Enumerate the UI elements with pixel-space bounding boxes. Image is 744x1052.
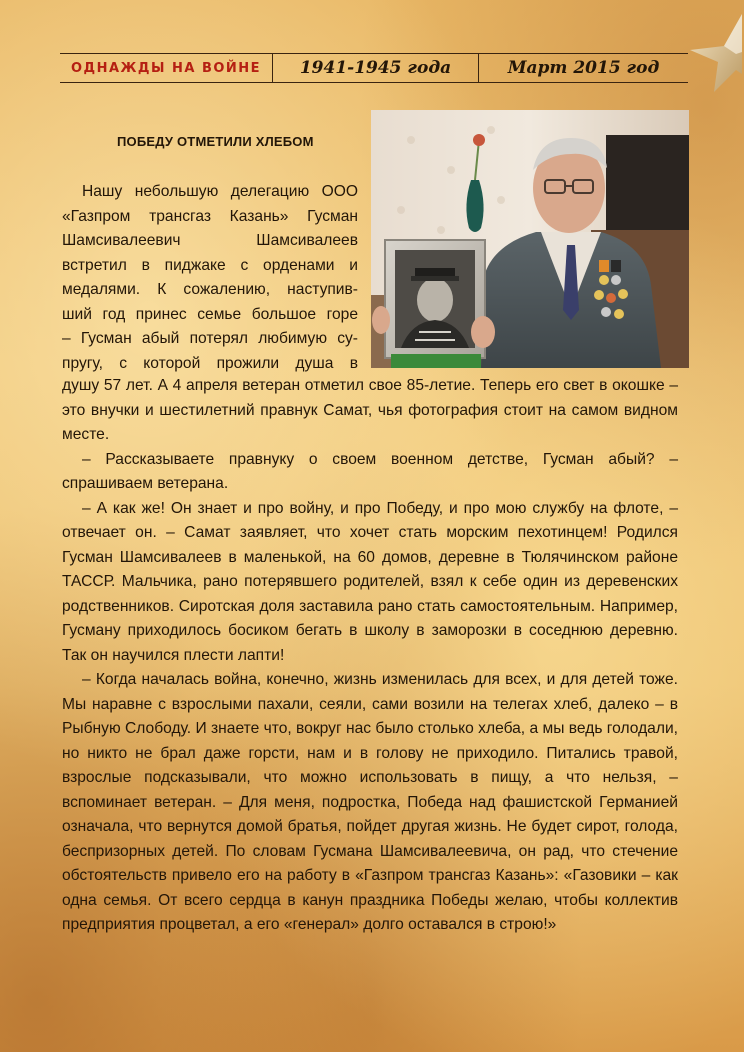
body-paragraph: – Рассказываете правнуку о своем военном детстве, Гусман абый? – спрашиваем ветерана. [62,450,678,492]
section-label: ОДНАЖДЫ НА ВОЙНЕ [60,54,273,82]
body-paragraph: – Когда началась война, конечно, жизнь изменилась для всех, и для детей тоже. Мы наравне с взрослыми пахали, сеяли, сами возили на телегах хлеб, далеко – в Рыбную Слободу. И знаете что, вокруг нас было столько хлеба, а мы ведь голодали, но никто не брал даже горсти, нам и в голову не приходило. Питались травой, взрослые подсказывали, что можно использовать в пищу, а что нельзя, – вспоминает ветеран. – Для меня, подростка, Победа над фашистской Германией означала, что вернутся домой братья, пойдет другая жизнь. Не будет сирот, голода, беспризорных детей. По словам Гусмана Шамсивалеевича, он рад, что стечение обстоятельств привело его на работу в «Газпром трансгаз Казань»: «Газовики – как одна семья. От всего сердца в канун праздника Победы желаю, чтобы коллектив предприятия процветал, а его «генерал» долго оставался в строю!» [62,671,678,933]
article-title: ПОБЕДУ ОТМЕТИЛИ ХЛЕБОМ [117,134,314,149]
lead-line: медалями. К сожалению, наступив- [62,281,358,298]
lead-line: – Гусман абый потерял любимую су- [62,330,358,347]
years-label: 1941-1945 года [273,54,479,82]
lead-line: Шамсивалеевич Шамсивалеев [62,232,358,249]
veteran-photo [371,110,689,368]
article-body [62,374,678,938]
lead-line: Нашу небольшую делегацию ООО [82,183,358,200]
lead-line: «Газпром трансгаз Казань» Гусман [62,207,358,225]
lead-continuation: душу 57 лет. А 4 апреля ветеран отметил свое 85-летие. Теперь его свет в окошке – это внучки и шестилетний правнук Самат, чья фотография стоит на самом видном месте. [62,377,678,443]
star-icon [684,4,742,94]
lead-paragraph [62,180,358,376]
lead-line: встретил в пиджаке с орденами и [62,256,358,274]
lead-line: ший год принес семье большое горе [62,305,358,323]
lead-line: пругу, с которой прожили душа в [62,354,358,372]
page-header [60,53,688,83]
body-paragraph: – А как же! Он знает и про войну, и про Победу, и про мою службу на флоте, – отвечает он. – Самат заявляет, что хочет стать морским пехотинцем! Родился Гусман Шамсивалеев в маленькой, на 60 домов, деревне в Тюлячинском районе ТАССР. Мальчика, рано потерявшего родителей, взял к себе один из деревенских родственников. Сиротская доля заставила рано стать самостоятельным. Например, Гусману приходилось босиком бегать в школу в заморозки в соседнюю деревню. Так он научился плести лапти! [62,499,678,664]
issue-date: Март 2015 год [507,58,660,78]
